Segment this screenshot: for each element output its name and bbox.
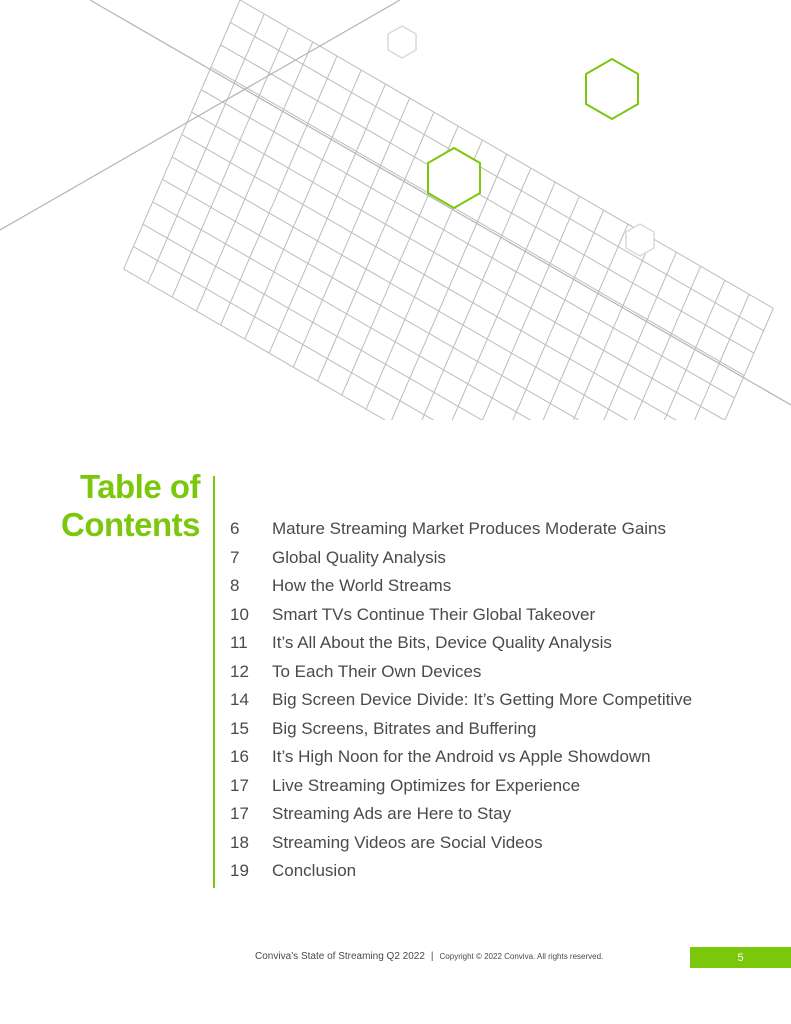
toc-page-number: 12 (230, 661, 249, 681)
toc-item[interactable] (230, 572, 692, 601)
grid-line (657, 308, 773, 420)
toc-entry-title: Global Quality Analysis (272, 547, 446, 567)
toc-page-number: 6 (230, 519, 240, 539)
toc-heading-line-1: Table of (79, 468, 200, 505)
footer-separator: | (430, 951, 434, 962)
footer-report-title: Conviva’s State of Streaming Q2 2022 (255, 951, 425, 962)
toc-item[interactable] (230, 715, 692, 744)
toc-entry-title: Streaming Videos are Social Videos (272, 832, 543, 852)
toc-page-number: 7 (230, 547, 240, 567)
toc-page-number: 15 (230, 718, 249, 738)
hexagon-outline-green (586, 59, 638, 119)
grid-line (487, 210, 603, 420)
toc-page-number: 16 (230, 747, 249, 767)
toc-entry-title: To Each Their Own Devices (272, 661, 482, 681)
grid-line (148, 14, 264, 283)
grid-line (608, 280, 724, 420)
toc-item[interactable] (230, 515, 692, 544)
grid-line (560, 252, 676, 420)
hexagon-outline-gray (388, 26, 416, 58)
toc-divider (213, 476, 215, 888)
toc-item[interactable] (230, 743, 692, 772)
toc-entry-title: Mature Streaming Market Produces Moderate Gains (272, 519, 667, 539)
grid-line (162, 179, 695, 420)
toc-page-number: 19 (230, 861, 249, 881)
toc-entry-title: Smart TVs Continue Their Global Takeover (272, 604, 596, 624)
toc-item[interactable] (230, 658, 692, 687)
toc-entry-title: It’s High Noon for the Android vs Apple Showdown (272, 747, 651, 767)
toc-entry-title: Big Screens, Bitrates and Buffering (272, 718, 537, 738)
toc-item[interactable] (230, 601, 692, 630)
grid-line (221, 56, 337, 325)
grid-line (124, 0, 240, 269)
hexagon-outline-gray (626, 224, 654, 256)
toc-entry-title: Big Screen Device Divide: It’s Getting More Competitive (272, 690, 693, 710)
toc-page-number: 8 (230, 576, 240, 596)
toc-page-number: 10 (230, 604, 249, 624)
page-number-badge (690, 947, 791, 968)
grid-line (153, 202, 686, 420)
grid-line (293, 98, 409, 367)
toc-item[interactable] (230, 857, 692, 886)
grid-line (439, 182, 555, 420)
grid-line (172, 28, 288, 297)
toc-page-number: 17 (230, 775, 249, 795)
toc-entry-title: Conclusion (272, 861, 357, 881)
toc-entry-title: Streaming Ads are Here to Stay (272, 804, 512, 824)
grid-line (269, 84, 385, 353)
toc-page-number: 18 (230, 832, 249, 852)
page-number: 5 (737, 951, 744, 964)
hexagon-outline-green (428, 148, 480, 208)
toc-item[interactable] (230, 544, 692, 573)
toc-page-number: 11 (230, 633, 248, 653)
toc-entry-title: It’s All About the Bits, Device Quality Analysis (272, 633, 612, 653)
toc-item[interactable] (230, 686, 692, 715)
footer-copyright: Copyright © 2022 Conviva. All rights reserved. (439, 952, 604, 961)
toc-page-number: 17 (230, 804, 249, 824)
grid-line (318, 112, 434, 381)
toc-heading-line-2: Contents (61, 506, 200, 543)
toc-item[interactable] (230, 829, 692, 858)
toc-entry-title: Live Streaming Optimizes for Experience (272, 775, 581, 795)
grid-line (245, 70, 361, 339)
toc-page-number: 14 (230, 690, 249, 710)
decorative-grid-graphic (0, 0, 791, 420)
grid-line (124, 269, 657, 420)
diagonal-line (0, 0, 400, 230)
toc-heading (40, 468, 200, 544)
diagonal-line (90, 0, 791, 405)
toc-list (230, 515, 692, 886)
grid-line (196, 42, 312, 311)
toc-entry-title: How the World Streams (272, 576, 452, 596)
toc-item[interactable] (230, 800, 692, 829)
toc-item[interactable] (230, 772, 692, 801)
footer (255, 951, 603, 962)
toc-item[interactable] (230, 629, 692, 658)
